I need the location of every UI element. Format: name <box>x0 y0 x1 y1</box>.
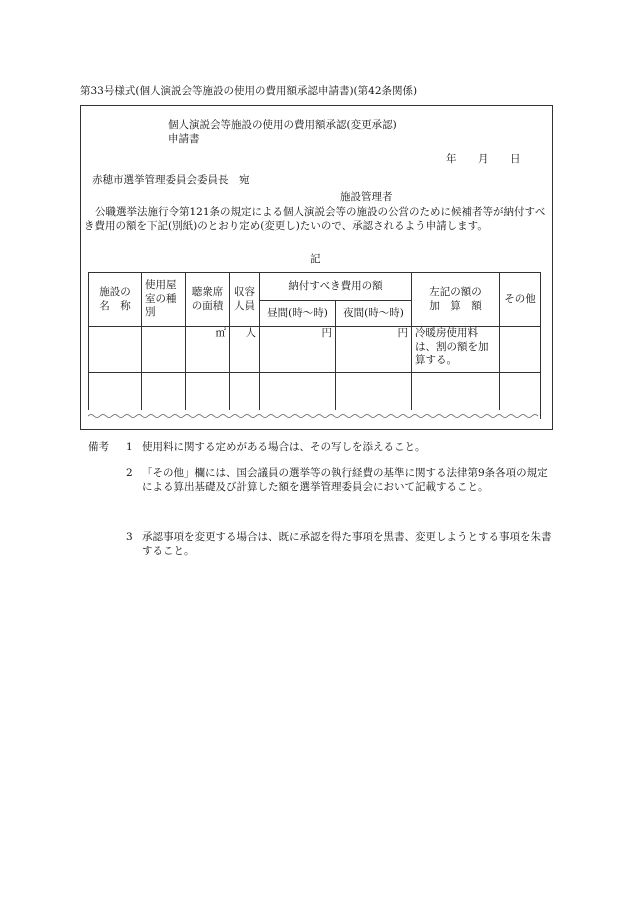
date-line <box>446 152 542 166</box>
cell-other <box>500 327 541 373</box>
header-nighttime: 夜間(時〜時) <box>336 301 412 327</box>
header-other: その他 <box>500 273 541 327</box>
form-title <box>168 118 468 146</box>
date-day: 日 <box>510 153 521 165</box>
cell-yen-night: 円 <box>336 327 412 373</box>
form-heading: 第33号様式(個人演説会等施設の使用の費用額承認申請書)(第42条関係) <box>80 85 418 97</box>
note-text: 使用料に関する定めがある場合は、その写しを添えること。 <box>142 441 426 453</box>
header-daytime: 昼間(時〜時) <box>260 301 336 327</box>
header-fee-amount: 納付すべき費用の額 <box>260 273 412 301</box>
addressee: 赤穂市選挙管理委員会委員長 宛 <box>92 174 250 186</box>
date-month: 月 <box>478 153 489 165</box>
title-line-2: 申請書 <box>168 133 200 146</box>
header-added-amount: 左記の額の 加 算 額 <box>412 273 500 327</box>
request-body-text: 公職選挙法施行令第121条の規定による個人演説会等の施設の公営のために候補者等が納付すべき費用の額を下記(別紙)のとおり定め(変更し)たいので、承認されるよう申請します。 <box>84 206 546 233</box>
fee-table <box>88 272 541 419</box>
ki-label: 記 <box>310 253 321 265</box>
note-number: 1 <box>126 441 133 453</box>
cell-facility-name <box>89 327 142 373</box>
cell-room-type <box>142 327 186 373</box>
title-line-1: 個人演説会等施設の使用の費用額承認(変更承認) <box>168 119 397 131</box>
cell-yen-day: 円 <box>260 327 336 373</box>
cell-area-unit: ㎡ <box>186 327 230 373</box>
note-text: 「その他」欄には、国会議員の選挙等の執行経費の基準に関する法律第9条各項の規定による算出基礎及び計算した額を選挙管理委員会において記載すること。 <box>142 467 548 494</box>
note-number: 2 <box>126 467 133 479</box>
note-number: 3 <box>126 531 133 543</box>
header-seat-area: 聴衆席の面積 <box>186 273 230 327</box>
facility-manager-label: 施設管理者 <box>340 191 393 203</box>
date-year: 年 <box>446 153 457 165</box>
header-capacity: 収容人員 <box>230 273 260 327</box>
cell-heating-cooling-note: 冷暖房使用料は、割の額を加算する。 <box>412 327 500 373</box>
cell-person-unit: 人 <box>230 327 260 373</box>
header-room-type: 使用屋室の種別 <box>142 273 186 327</box>
header-facility-name: 施設の 名 称 <box>89 273 142 327</box>
notes-label: 備考 <box>88 441 109 453</box>
note-text: 承認事項を変更する場合は、既に承認を得た事項を黒書、変更しようとする事項を朱書すること。 <box>142 531 552 558</box>
table-cut-wave <box>88 410 540 422</box>
